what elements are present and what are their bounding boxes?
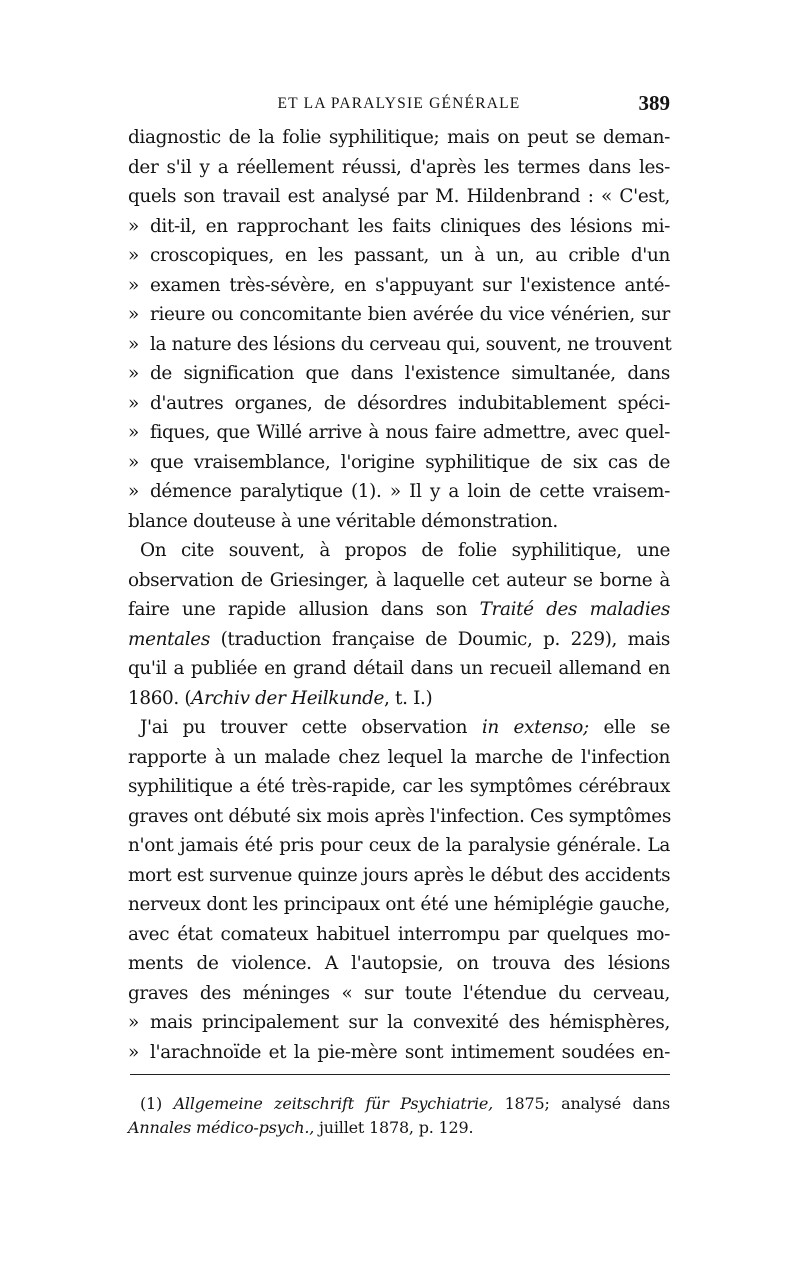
text-line: que vraisemblance, l'origine syphilitique de six cas de (150, 451, 670, 473)
running-head: ET LA PARALYSIE GÉNÉRALE (277, 95, 521, 112)
text-line-mixed (128, 595, 670, 625)
text-line: fiques, que Willé arrive à nous faire admettre, avec quel- (150, 422, 670, 443)
page-header (128, 93, 670, 119)
text-line: observation de Griesinger, à laquelle cet auteur se borne à (128, 569, 670, 591)
quote-mark: » (128, 422, 139, 443)
quote-mark: » (128, 215, 139, 237)
quoted-line (128, 241, 670, 271)
quoted-line (128, 1038, 670, 1068)
quote-mark: » (128, 363, 139, 384)
footnote-marker: (1) (140, 1094, 163, 1113)
text-line: rieure ou concomitante bien avérée du vice vénérien, sur (150, 304, 670, 325)
text-line: quels son travail est analysé par M. Hildenbrand : « C'est, (128, 186, 670, 207)
footnote-line (128, 1116, 670, 1140)
quoted-line (128, 477, 670, 507)
quoted-line (128, 389, 670, 419)
quote-mark: » (128, 451, 139, 473)
text-line: nerveux dont les principaux ont été une hémiplégie gauche, (128, 894, 670, 915)
text-line: graves des méninges « sur toute l'étendue du cerveau, (128, 982, 670, 1004)
text-span: faire une rapide allusion dans son (128, 599, 468, 620)
text-span: J'ai pu trouver cette observation (140, 717, 468, 738)
body-text (128, 123, 670, 1067)
quote-mark: » (128, 1012, 139, 1033)
text-line: croscopiques, en les passant, un à un, au crible d'un (150, 245, 670, 266)
journal-title: Annales médico-psych., (128, 1118, 315, 1137)
quoted-line (128, 448, 670, 478)
text-line-mixed (128, 625, 670, 655)
text-line: de signification que dans l'existence simultanée, dans (150, 363, 670, 384)
book-title: Traité des maladies (479, 599, 670, 620)
text-line: graves ont débuté six mois après l'infection. Ces symptômes (128, 805, 671, 827)
text-line: mais principalement sur la convexité des hémisphères, (150, 1012, 670, 1033)
text-span: juillet 1878, p. 129. (319, 1118, 474, 1137)
text-line: rapporte à un malade chez lequel la marche de l'infection (128, 746, 670, 768)
quoted-line (128, 330, 670, 360)
text-span: 1875; analysé dans (504, 1094, 670, 1113)
text-span: , t. I.) (384, 687, 433, 709)
quoted-line (128, 271, 670, 301)
quote-mark: » (128, 304, 139, 325)
footnote (128, 1092, 670, 1140)
text-span: (traduction française de Doumic, p. 229), mais (220, 628, 671, 650)
text-line: d'autres organes, de désordres indubitablement spéci- (150, 392, 670, 414)
text-line: l'arachnoïde et la pie-mère sont intimement soudées en- (150, 1041, 670, 1063)
text-line: démence paralytique (1). » Il y a loin de cette vraisem- (150, 481, 670, 502)
text-line: blance douteuse à une véritable démonstration. (128, 510, 558, 532)
text-span: elle se (603, 717, 671, 738)
journal-title: Archiv der Heilkunde (191, 687, 385, 709)
quote-mark: » (128, 481, 139, 502)
text-line: dit-il, en rapprochant les faits cliniques des lésions mi- (150, 215, 670, 237)
text-line: avec état comateux habituel interrompu par quelques mo- (128, 923, 670, 945)
quoted-line (128, 1008, 670, 1038)
quote-mark: » (128, 1041, 139, 1063)
text-line: la nature des lésions du cerveau qui, souvent, ne trouvent (150, 333, 672, 355)
quote-mark: » (128, 274, 139, 296)
text-line: n'ont jamais été pris pour ceux de la paralysie générale. La (128, 835, 670, 856)
text-line: syphilitique a été très-rapide, car les symptômes cérébraux (128, 776, 670, 797)
text-line: examen très-sévère, en s'appuyant sur l'existence anté- (150, 274, 670, 296)
quote-mark: » (128, 333, 139, 355)
quoted-line (128, 212, 670, 242)
text-line: ments de violence. A l'autopsie, on trouva des lésions (128, 953, 670, 974)
footnote-rule (130, 1074, 670, 1075)
text-line: qu'il a publiée en grand détail dans un recueil allemand en (128, 658, 670, 679)
text-span: 1860. ( (128, 687, 192, 709)
text-line: diagnostic de la folie syphilitique; mais on peut se deman- (128, 127, 670, 148)
page-number: 389 (638, 91, 670, 115)
text-line: mort est survenue quinze jours après le début des accidents (128, 864, 671, 886)
text-line-mixed (128, 684, 670, 714)
paragraph-first-line (128, 713, 670, 743)
text-line: der s'il y a réellement réussi, d'après les termes dans les- (128, 156, 670, 178)
quoted-line (128, 300, 670, 330)
quoted-line (128, 418, 670, 448)
latin-phrase: in extenso; (481, 717, 589, 738)
footnote-line (128, 1092, 670, 1116)
quote-mark: » (128, 392, 139, 414)
text-line: On cite souvent, à propos de folie syphilitique, une (140, 540, 670, 561)
quote-mark: » (128, 245, 139, 266)
quoted-line (128, 359, 670, 389)
book-title: mentales (128, 628, 210, 650)
paragraph-first-line (128, 536, 670, 566)
journal-title: Allgemeine zeitschrift für Psychiatrie, (173, 1094, 494, 1113)
